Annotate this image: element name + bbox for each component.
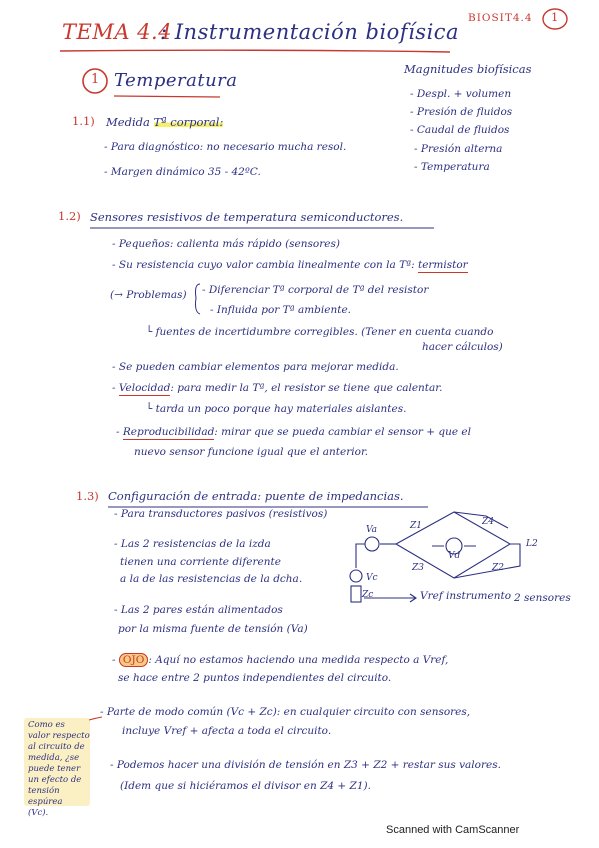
- subsection-number: 1.1): [72, 114, 95, 128]
- termistor-term: termistor: [417, 259, 468, 271]
- side-note-line: puede tener: [28, 764, 81, 774]
- label-z4: Z4: [482, 517, 494, 527]
- note-line: [116, 426, 471, 438]
- ojo-badge: OJO: [119, 653, 148, 667]
- note-line: [112, 259, 468, 271]
- note-line: - Podemos hacer una división de tensión en Z3 + Z2 + restar sus valores.: [110, 759, 501, 771]
- note-line: [112, 382, 442, 394]
- impedance-zc: [351, 586, 361, 602]
- side-note-line: un efecto de: [28, 775, 82, 785]
- note-line: - Pequeños: calienta más rápido (sensores): [112, 238, 340, 250]
- magnitude-item: - Temperatura: [414, 161, 490, 173]
- note-line: └ fuentes de incertidumbre corregibles. (Tener en cuenta cuando: [146, 326, 494, 338]
- right-wire: [454, 544, 520, 578]
- top-wire: [454, 512, 508, 528]
- magnitude-item: - Despl. + volumen: [410, 88, 512, 100]
- page-number: 1: [551, 10, 559, 24]
- section-title-underline: [112, 94, 222, 99]
- subsection-title: [106, 115, 223, 129]
- bullet-dash: -: [116, 426, 123, 438]
- note-line: por la misma fuente de tensión (Va): [118, 623, 308, 635]
- note-line: - Diferenciar Tª corporal de Tª del resistor: [202, 284, 429, 296]
- note-line: nuevo sensor funcione igual que el anterior.: [134, 446, 369, 458]
- label-vd: Vd: [448, 551, 461, 561]
- problemas-label: (→ Problemas): [110, 289, 187, 301]
- subsection-title: Configuración de entrada: puente de impedancias.: [108, 489, 404, 503]
- vref-label: Vref instrumento: [420, 590, 512, 602]
- side-note-line: medida, ¿se: [28, 753, 80, 763]
- note-line: - Para transductores pasivos (resistivos): [114, 508, 328, 520]
- subsection-title: Sensores resistivos de temperatura semiconductores.: [90, 210, 404, 224]
- note-line: - Influida por Tª ambiente.: [210, 304, 352, 316]
- side-note-line: Como es: [28, 720, 65, 730]
- subsection-number: 1.3): [76, 489, 99, 503]
- note-line: hacer cálculos): [422, 341, 503, 353]
- note-line: tienen una corriente diferente: [120, 556, 281, 568]
- magnitude-item: - Presión alterna: [414, 143, 503, 155]
- note-line-text: : para medir la Tª, el resistor se tiene que calentar.: [170, 382, 443, 394]
- scanner-footer: Scanned with CamScanner: [386, 824, 520, 836]
- magnitudes-heading: Magnitudes biofísicas: [404, 62, 532, 76]
- note-line: se hace entre 2 puntos independientes del circuito.: [118, 672, 392, 684]
- note-line: - Parte de modo común (Vc + Zc): en cualquier circuito con sensores,: [100, 706, 471, 718]
- side-note-line: (Vc).: [28, 808, 49, 818]
- note-line: - Margen dinámico 35 - 42ºC.: [104, 166, 261, 178]
- section-title: Temperatura: [114, 70, 238, 91]
- page-title: : Instrumentación biofísica: [160, 20, 460, 44]
- ojo-line: [112, 654, 448, 666]
- source-va: [365, 537, 379, 551]
- label-z1: Z1: [410, 521, 422, 531]
- note-line: - Para diagnóstico: no necesario mucha resol.: [104, 141, 347, 153]
- bullet-dash: -: [112, 382, 119, 394]
- source-vc: [350, 570, 362, 582]
- note-line-text: - Su resistencia cuyo valor cambia linealmente con la Tª:: [112, 259, 418, 271]
- label-zc: Zc: [362, 590, 374, 600]
- problemas-brace: [192, 282, 202, 316]
- subsection-number: 1.2): [58, 209, 81, 223]
- corner-tag: BIOSIT4.4: [468, 12, 533, 24]
- title-underline: [58, 48, 453, 54]
- label-z2: Z2: [492, 563, 504, 573]
- side-note-line: valor respecto: [28, 731, 90, 741]
- section-number: 1: [91, 72, 100, 87]
- magnitude-item: - Presión de fluidos: [410, 106, 513, 118]
- label-l2: L2: [526, 539, 538, 549]
- magnitude-item: - Caudal de fluidos: [410, 124, 510, 136]
- bullet-dash: -: [112, 654, 119, 666]
- label-z3: Z3: [412, 563, 424, 573]
- subsection-title-prefix: Medida: [106, 115, 154, 129]
- page-title-code: TEMA 4.4: [62, 20, 173, 44]
- sensores-label: 2 sensores: [514, 592, 571, 604]
- note-line: (Idem que si hiciéramos el divisor en Z4 + Z1).: [120, 780, 371, 792]
- label-va: Va: [366, 525, 378, 535]
- note-line: - Las 2 resistencias de la izda: [114, 538, 271, 550]
- note-line: a la de las resistencias de la dcha.: [120, 573, 303, 585]
- velocidad-term: Velocidad: [118, 382, 171, 394]
- note-line: └ tarda un poco porque hay materiales aislantes.: [146, 403, 407, 415]
- label-vc: Vc: [366, 573, 378, 583]
- side-note: [28, 720, 92, 819]
- note-line: incluye Vref + afecta a toda el circuito.: [122, 725, 332, 737]
- side-note-line: tensión espúrea: [28, 786, 63, 807]
- highlighted-term: Tª corporal:: [153, 115, 224, 129]
- subsection-title-underline: [88, 226, 438, 230]
- source-ground-wire: [356, 544, 365, 568]
- note-line: - Las 2 pares están alimentados: [114, 604, 283, 616]
- side-note-line: al circuito de: [28, 742, 85, 752]
- note-line: - Se pueden cambiar elementos para mejorar medida.: [112, 361, 399, 373]
- reproducibilidad-term: Reproducibilidad: [122, 426, 215, 438]
- ojo-text: : Aquí no estamos haciendo una medida respecto a Vref,: [148, 654, 449, 666]
- note-line-text: : mirar que se pueda cambiar el sensor + que el: [214, 426, 471, 438]
